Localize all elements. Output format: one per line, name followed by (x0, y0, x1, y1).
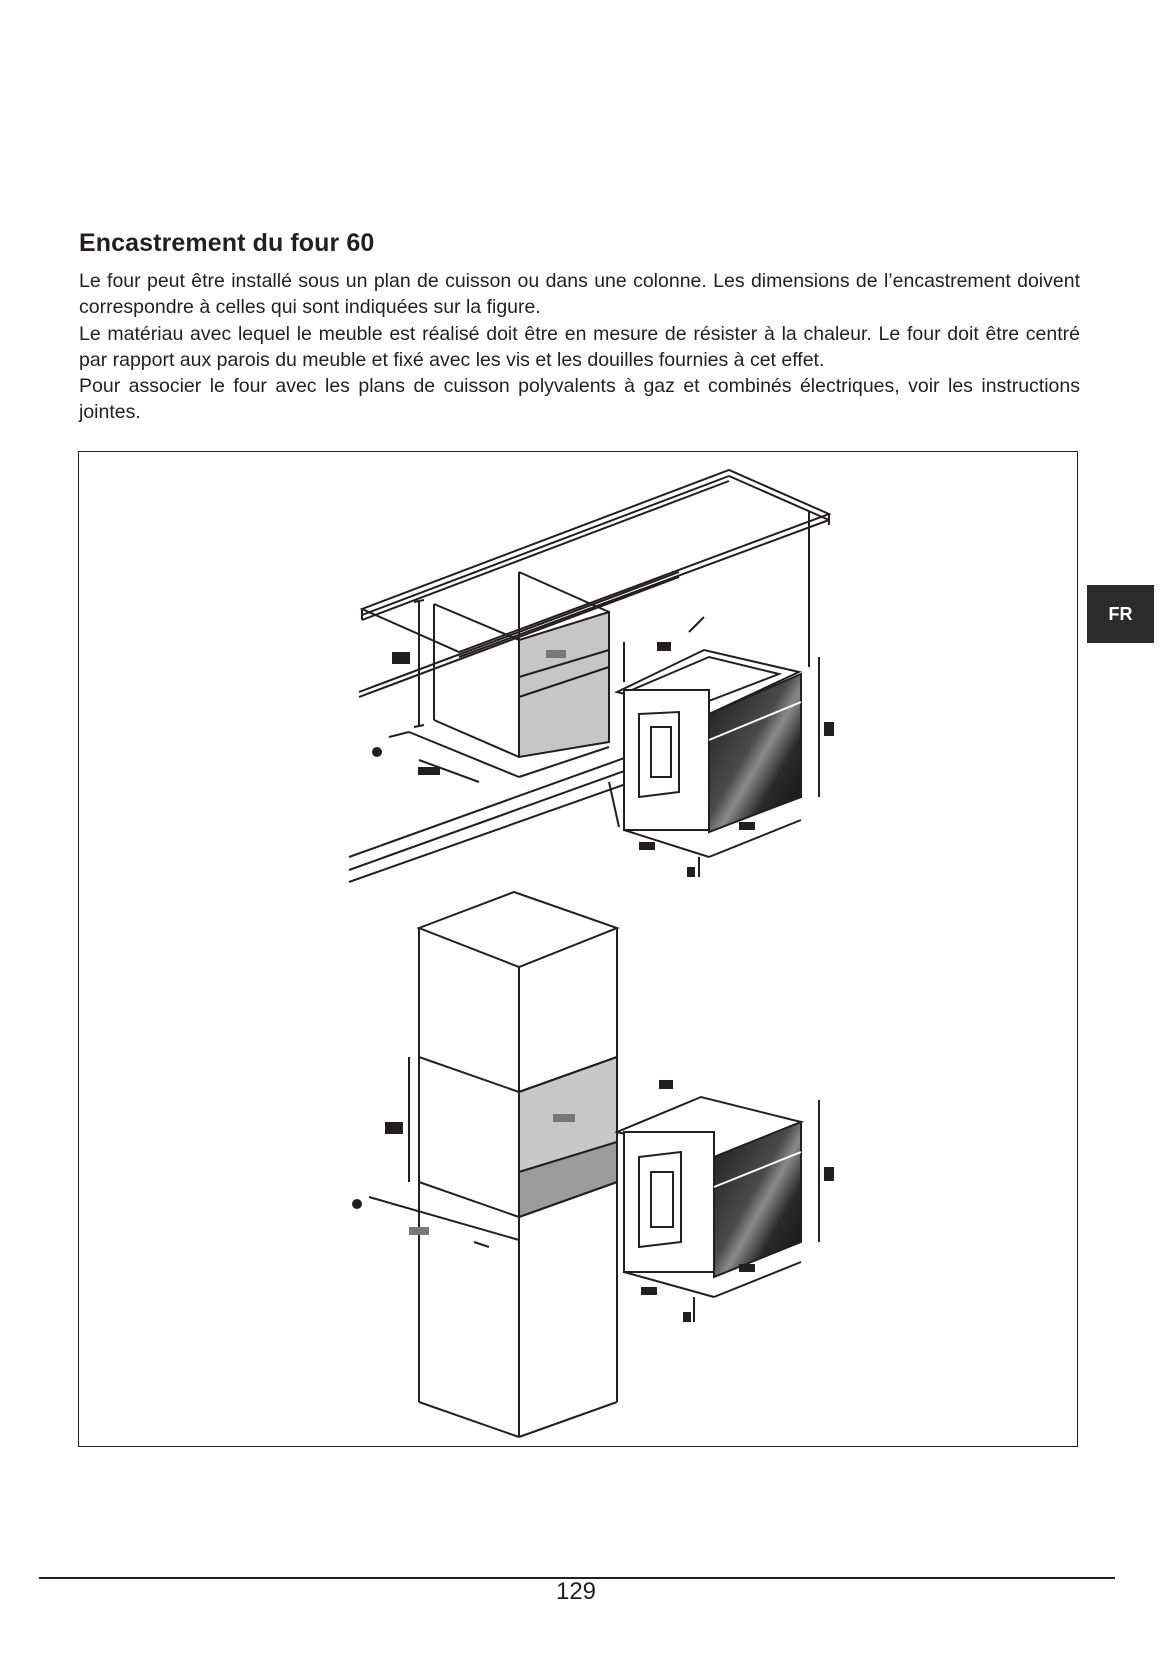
paragraph-3: Pour associer le four avec les plans de cuisson polyvalents à gaz et combinés électriques, voir les instructions jointes. (79, 375, 1080, 424)
language-tab: FR (1087, 585, 1154, 643)
oven-in-column (617, 1080, 834, 1322)
installation-diagram (79, 452, 1079, 1448)
installation-figure (78, 451, 1078, 1447)
page-number: 129 (555, 1578, 597, 1605)
paragraph-2: Le matériau avec lequel le meuble est réalisé doit être en mesure de résister à la chaleur. Le four doit être centré par rapport aux parois du meuble et fixé avec les vis et les douilles fournies à cet effet. (79, 322, 1080, 371)
section-title: Encastrement du four 60 (79, 229, 375, 257)
column-installation (352, 892, 617, 1437)
paragraph-1: Le four peut être installé sous un plan de cuisson ou dans une colonne. Les dimensions de l’encastrement doivent correspondre à celles qui sont indiquées sur la figure. (79, 270, 1080, 319)
body-text (79, 268, 1080, 426)
